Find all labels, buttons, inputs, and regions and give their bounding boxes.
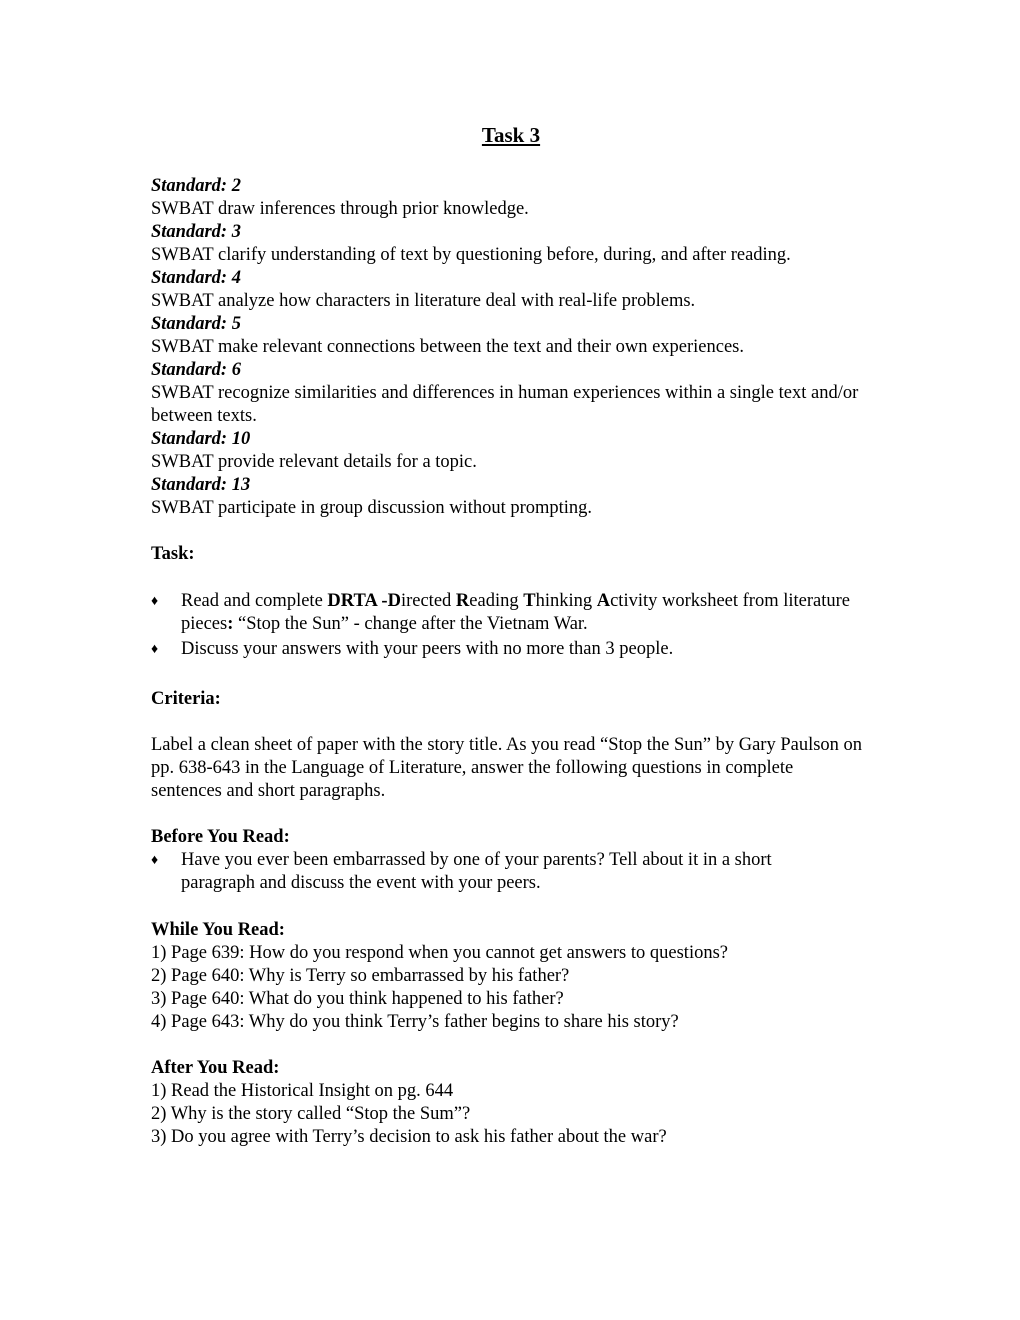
task-bullet-text: “Stop the Sun” - change after the Vietnam War.: [233, 614, 588, 634]
diamond-bullet-icon: ♦: [151, 642, 159, 657]
while-heading: While You Read:: [151, 920, 285, 940]
task-bullet-text: Discuss your answers with your peers with no more than 3 people.: [181, 639, 674, 659]
task-bullet-colon: :: [227, 614, 234, 634]
standard-label: Standard: 2: [151, 176, 241, 196]
standard-label: Standard: 13: [151, 475, 251, 495]
before-bullet-text: Have you ever been embarrassed by one of your parents? Tell about it in a short paragraph and discuss the event with your peers.: [181, 850, 772, 893]
criteria-heading: Criteria:: [151, 689, 221, 709]
task-bullets: [151, 590, 871, 661]
standard-label: Standard: 3: [151, 222, 241, 242]
drta-acronym: DRTA -: [327, 591, 388, 611]
standard-text: SWBAT analyze how characters in literature deal with real-life problems.: [151, 291, 696, 311]
criteria-text: Label a clean sheet of paper with the story title. As you read “Stop the Sun” by Gary Paulson on pp. 638-643 in the Language of Literature, answer the following questions in complete sentences and short paragraphs.: [151, 735, 863, 801]
list-item: 2) Why is the story called “Stop the Sum”?: [151, 1104, 471, 1124]
task-section: [151, 543, 871, 566]
criteria-paragraph: [151, 734, 866, 803]
task-bullet-item: [151, 638, 871, 661]
list-item: 2) Page 640: Why is Terry so embarrassed by his father?: [151, 966, 570, 986]
list-item: 4) Page 643: Why do you think Terry’s father begins to share his story?: [151, 1012, 679, 1032]
criteria-section: [151, 688, 871, 711]
standard-text: SWBAT participate in group discussion without prompting.: [151, 498, 593, 518]
standard-text: SWBAT clarify understanding of text by questioning before, during, and after reading.: [151, 245, 791, 265]
list-item: 3) Do you agree with Terry’s decision to ask his father about the war?: [151, 1127, 667, 1147]
standard-label: Standard: 6: [151, 360, 241, 380]
standard-text: SWBAT draw inferences through prior knowledge.: [151, 199, 529, 219]
before-bullet-item: [151, 849, 841, 895]
diamond-bullet-icon: ♦: [151, 853, 159, 868]
standard-text: SWBAT provide relevant details for a topic.: [151, 452, 477, 472]
task-bullet-text: Read and complete: [181, 591, 328, 611]
task-bullet-text: hinking: [535, 591, 597, 611]
task-bullet-text: eading: [469, 591, 524, 611]
standard-text: SWBAT make relevant connections between the text and their own experiences.: [151, 337, 744, 357]
standard-label: Standard: 5: [151, 314, 241, 334]
task-bullet-text: ctivity worksheet from literature pieces: [181, 591, 850, 634]
while-section: [151, 919, 871, 1034]
standard-label: Standard: 4: [151, 268, 241, 288]
acronym-letter: D: [387, 591, 401, 611]
after-section: [151, 1057, 871, 1149]
task-heading: Task:: [151, 544, 195, 564]
task-bullet-item: [151, 590, 871, 636]
before-heading: Before You Read:: [151, 827, 290, 847]
acronym-letter: T: [523, 591, 536, 611]
standard-text: SWBAT recognize similarities and differences in human experiences within a single text and/or between texts.: [151, 383, 859, 426]
before-section: [151, 826, 871, 895]
list-item: 1) Page 639: How do you respond when you cannot get answers to questions?: [151, 943, 728, 963]
standard-label: Standard: 10: [151, 429, 251, 449]
acronym-letter: A: [596, 591, 611, 611]
list-item: 1) Read the Historical Insight on pg. 644: [151, 1081, 454, 1101]
list-item: 3) Page 640: What do you think happened to his father?: [151, 989, 564, 1009]
diamond-bullet-icon: ♦: [151, 594, 159, 609]
acronym-letter: R: [455, 591, 470, 611]
after-heading: After You Read:: [151, 1058, 280, 1078]
standards-list: [151, 175, 871, 520]
task-bullet-text: irected: [400, 591, 456, 611]
page-title: Task 3: [481, 123, 541, 147]
